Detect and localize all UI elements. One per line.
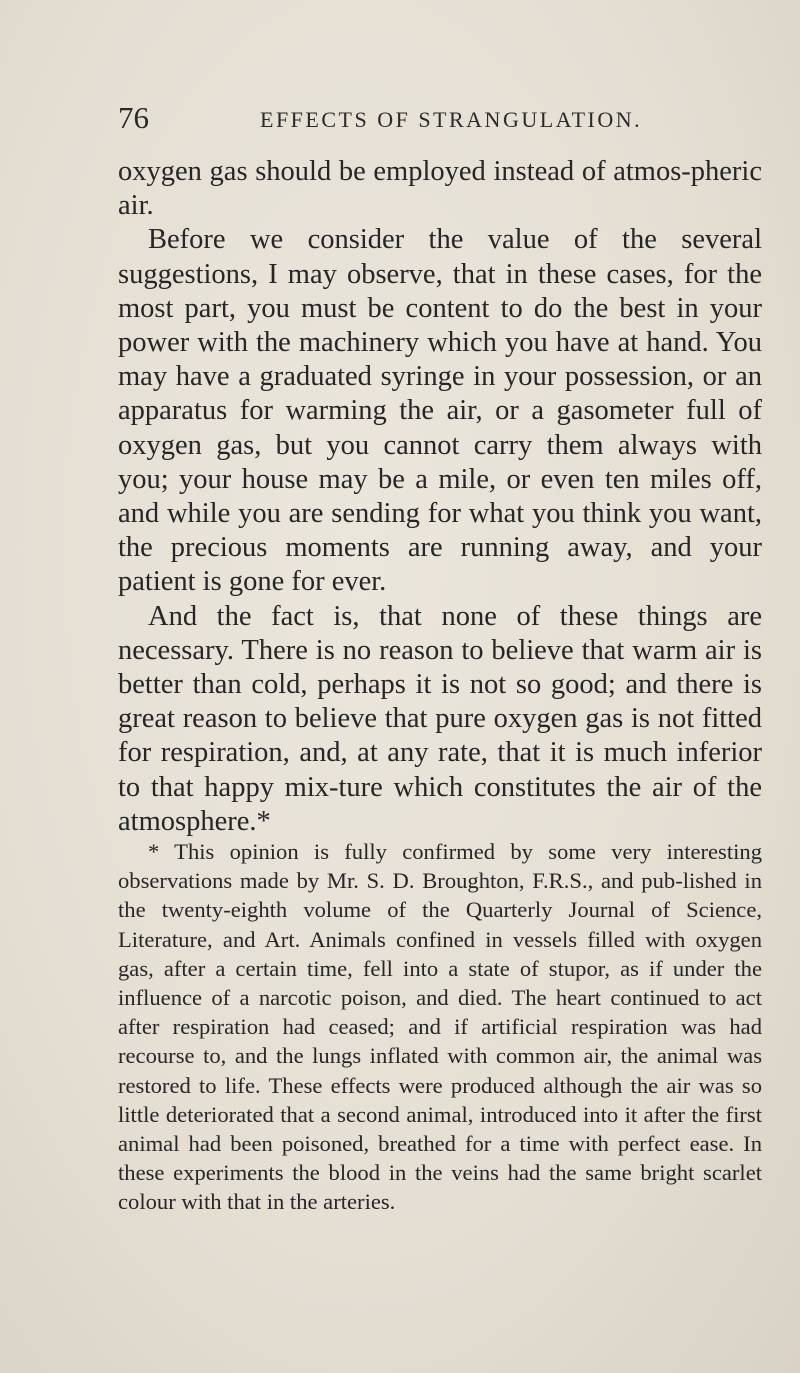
page-number: 76 (118, 100, 149, 135)
paragraph-continuation: oxygen gas should be employed instead of atmos-pheric air. (118, 156, 762, 222)
body-text (118, 155, 762, 839)
paragraph: Before we consider the value of the several suggestions, I may observe, that in these cases, for the most part, you must be content to do the best in your power with the machinery which you have at hand. You may have a graduated syringe in your possession, or an apparatus for warming the air, or a gasometer full of oxygen gas, but you cannot carry them always with you; your house may be a mile, or even ten miles off, and while you are sending for what you think you want, the precious moments are running away, and your patient is gone for ever. (118, 224, 762, 598)
footnote (118, 837, 762, 1217)
page-header (118, 100, 758, 140)
paragraph: And the fact is, that none of these things are necessary. There is no reason to believe that warm air is better than cold, perhaps it is not so good; and there is great reason to believe that pure oxygen gas is not fitted for respiration, and, at any rate, that it is much inferior to that happy mix-ture which constitutes the air of the atmosphere.* (118, 600, 762, 837)
running-head: EFFECTS OF STRANGULATION. (260, 107, 643, 132)
footnote-text: * This opinion is fully confirmed by some very interesting observations made by Mr. S. D. Broughton, F.R.S., and pub-lished in the twenty-eighth volume of the Quarterly Journal of Science, Literature, and Art. Animals confined in vessels filled with oxygen gas, after a certain time, fell into a state of stupor, as if under the influence of a narcotic poison, and died. The heart continued to act after respiration had ceased; and if artificial respiration was had recourse to, and the lungs inflated with common air, the animal was restored to life. These effects were produced although the air was so little deteriorated that a second animal, introduced into it after the first animal had been poisoned, breathed for a time with perfect ease. In these experiments the blood in the veins had the same bright scarlet colour with that in the arteries. (118, 839, 762, 1215)
